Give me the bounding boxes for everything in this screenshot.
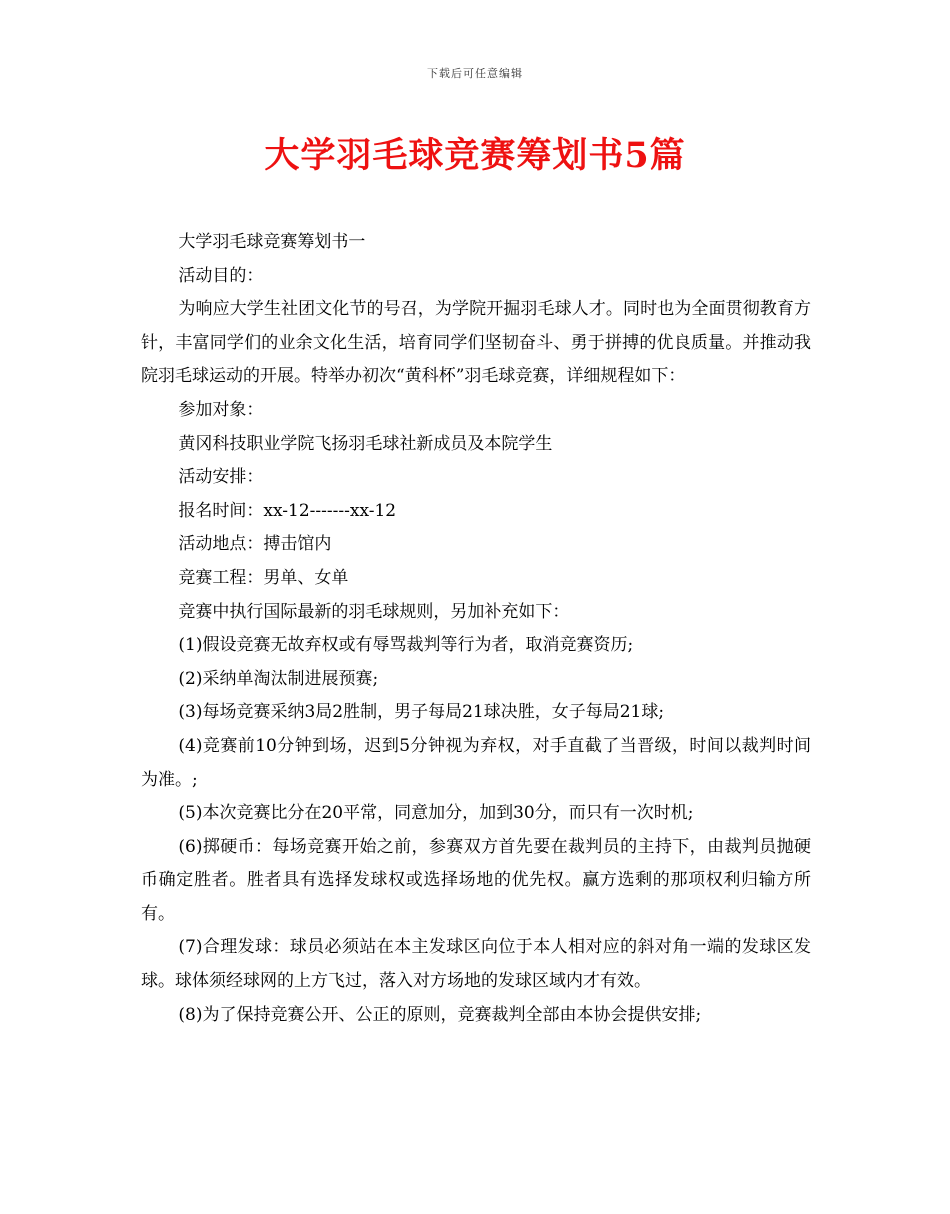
- document-title: 大学羽毛球竞赛筹划书5篇: [264, 135, 686, 176]
- paragraph-rule-1: (1)假设竞赛无故弃权或有辱骂裁判等行为者，取消竞赛资历;: [178, 635, 634, 656]
- paragraph-arrangement-label: 活动安排：: [178, 467, 264, 488]
- header-note: 下载后可任意编辑: [427, 67, 523, 80]
- paragraph-events: 竞赛工程：男单、女单: [178, 567, 349, 588]
- paragraph-participants-label: 参加对象：: [178, 399, 264, 420]
- paragraph-rule-2: (2)采纳单淘汰制进展预赛;: [178, 668, 379, 689]
- paragraph-rule-3: (3)每场竞赛采纳3局2胜制，男子每局21球决胜，女子每局21球;: [178, 702, 665, 723]
- paragraph-section-title: 大学羽毛球竞赛筹划书一: [178, 232, 366, 252]
- paragraph-purpose: 为响应大学生社团文化节的号召，为学院开掘羽毛球人才。同时也为全面贯彻教育方针，丰富同学们的业余文化生活，培育同学们坚韧奋斗、勇于拼搏的优良质量。并推动我院羽毛球运动的开展。特举办初次“黄科杯”羽毛球竞赛，详细规程如下：: [141, 299, 811, 387]
- paragraph-participants: 黄冈科技职业学院飞扬羽毛球社新成员及本院学生: [178, 433, 553, 454]
- paragraph-registration-time: 报名时间：xx-12-------xx-12: [178, 500, 397, 521]
- paragraph-rule-4: (4)竞赛前10分钟到场，迟到5分钟视为弃权，对手直截了当晋级，时间以裁判时间为准。;: [141, 735, 811, 790]
- paragraph-rule-6: (6)掷硬币：每场竞赛开始之前，参赛双方首先要在裁判员的主持下，由裁判员抛硬币确定胜者。胜者具有选择发球权或选择场地的优先权。赢方选剩的那项权利归输方所有。: [141, 836, 811, 924]
- paragraph-rule-8: (8)为了保持竞赛公开、公正的原则，竞赛裁判全部由本协会提供安排;: [178, 1004, 702, 1025]
- paragraph-rules-intro: 竞赛中执行国际最新的羽毛球规则，另加补充如下：: [178, 601, 570, 622]
- paragraph-venue: 活动地点：搏击馆内: [178, 534, 332, 555]
- paragraph-rule-5: (5)本次竞赛比分在20平常，同意加分，加到30分，而只有一次时机;: [178, 803, 694, 824]
- paragraph-purpose-label: 活动目的：: [178, 265, 264, 286]
- document-body: [141, 226, 811, 1032]
- paragraph-rule-7: (7)合理发球：球员必须站在本主发球区向位于本人相对应的斜对角一端的发球区发球。球体须经球网的上方飞过，落入对方场地的发球区域内才有效。: [141, 937, 811, 992]
